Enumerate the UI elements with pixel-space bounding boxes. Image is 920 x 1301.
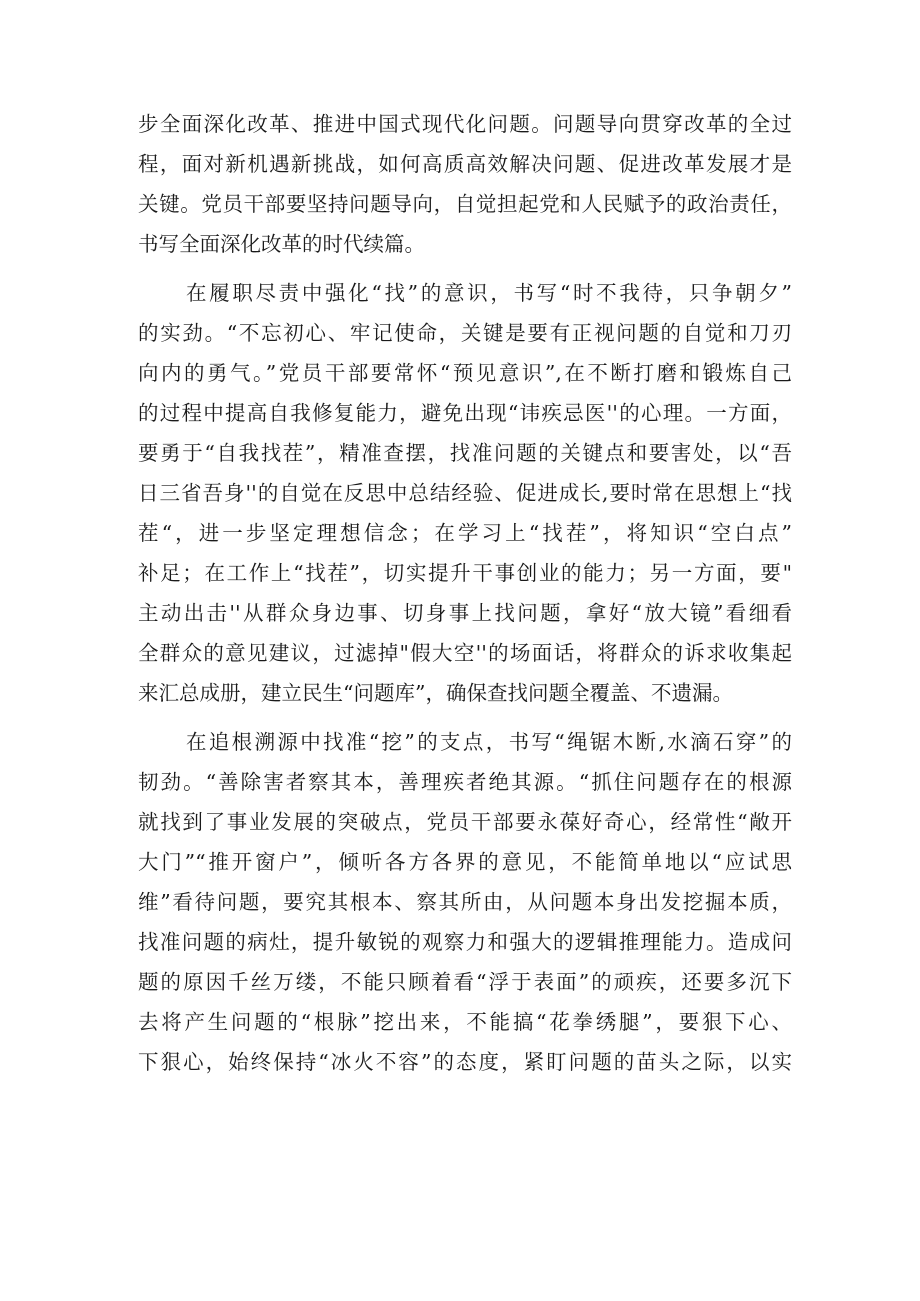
- text-line: 题的原因千丝万缕，不能只顾着看“浮于表面”的顽疾，还要多沉下: [138, 970, 792, 994]
- text-line: 向内的勇气。”党员干部要常怀“预见意识”,在不断打磨和锻炼自己: [138, 361, 792, 385]
- text-line: 在履职尽责中强化“找”的意识，书写“时不我待，只争朝夕”: [186, 281, 792, 305]
- text-line: 的过程中提高自我修复能力，避免出现“讳疾忌医''的心理。一方面，: [138, 401, 792, 425]
- text-line: 书写全面深化改革的时代续篇。: [138, 232, 425, 256]
- text-line: 就找到了事业发展的突破点，党员干部要永葆好奇心，经常性“敞开: [138, 810, 792, 834]
- text-line: 找准问题的病灶，提升敏锐的观察力和强大的逻辑推理能力。造成问: [138, 930, 792, 954]
- paragraph-1: [0, 104, 920, 264]
- text-line: 大门”“推开窗户”，倾听各方各界的意见，不能简单地以“应试思: [138, 850, 792, 874]
- text-line: 的实劲。“不忘初心、牢记使命，关键是要有正视问题的自觉和刀刃: [138, 321, 792, 345]
- text-line: 全群众的意见建议，过滤掉"假大空''的场面话，将群众的诉求收集起: [138, 641, 792, 665]
- text-line: 步全面深化改革、推进中国式现代化问题。问题导向贯穿改革的全过: [138, 112, 792, 136]
- text-line: 去将产生问题的“根脉”挖出来，不能搞“花拳绣腿”，要狠下心、: [138, 1010, 792, 1034]
- text-line: 维”看待问题，要究其根本、察其所由，从问题本身出发挖掘本质，: [138, 890, 792, 914]
- text-line: 在追根溯源中找准“挖”的支点，书写“绳锯木断,水滴石穿”的: [186, 730, 792, 754]
- text-line: 要勇于“自我找茬”，精准查摆，找准问题的关键点和要害处，以“吾: [138, 441, 792, 465]
- text-line: 下狠心，始终保持“冰火不容”的态度，紧盯问题的苗头之际，以实: [138, 1050, 792, 1074]
- text-line: 茬“，进一步坚定理想信念；在学习上“找茬”，将知识“空白点”: [138, 521, 792, 545]
- text-line: 日三省吾身''的自觉在反思中总结经验、促进成长,要时常在思想上“找: [138, 481, 792, 505]
- text-line: 关键。党员干部要坚持问题导向，自觉担起党和人民赋予的政治责任，: [138, 192, 792, 216]
- paragraph-3: [0, 722, 920, 1082]
- paragraph-2: [0, 273, 920, 713]
- text-line: 来汇总成册，建立民生“问题库”，确保查找问题全覆盖、不遗漏。: [138, 681, 733, 705]
- text-line: 程，面对新机遇新挑战，如何高质高效解决问题、促进改革发展才是: [138, 152, 792, 176]
- text-line: 补足；在工作上“找茬”，切实提升干事创业的能力；另一方面，要": [138, 561, 792, 585]
- text-line: 主动出击''从群众身边事、切身事上找问题，拿好“放大镜”看细看: [138, 601, 792, 625]
- text-line: 韧劲。“善除害者察其本，善理疾者绝其源。“抓住问题存在的根源: [138, 770, 792, 794]
